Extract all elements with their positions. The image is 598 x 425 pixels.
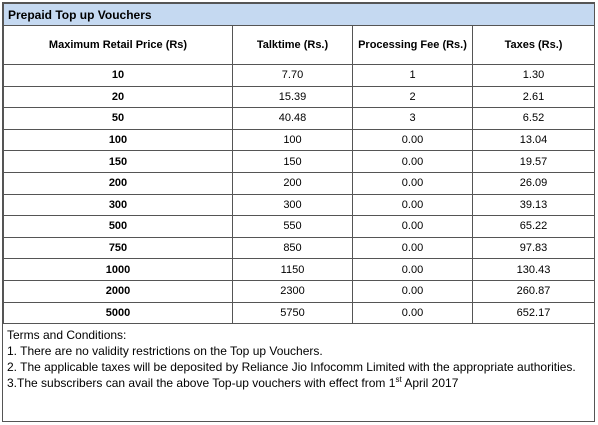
table-row — [4, 86, 595, 108]
terms-item-2: 2. The applicable taxes will be deposited by Reliance Jio Infocomm Limited with the appropriate authorities. — [7, 360, 576, 375]
cell-mrp: 500 — [4, 216, 233, 238]
cell-taxes: 65.22 — [473, 216, 595, 238]
cell-mrp: 20 — [4, 86, 233, 108]
terms-heading: Terms and Conditions: — [7, 328, 127, 343]
table-row — [4, 129, 595, 151]
cell-taxes: 1.30 — [473, 65, 595, 87]
cell-mrp: 2000 — [4, 280, 233, 302]
terms-item-3-text: 3.The subscribers can avail the above Top-up vouchers with effect from 1 — [7, 376, 396, 391]
cell-processing-fee: 0.00 — [353, 129, 473, 151]
cell-taxes: 6.52 — [473, 108, 595, 130]
terms-item-1: 1. There are no validity restrictions on the Top up Vouchers. — [7, 344, 323, 359]
table-row — [4, 302, 595, 324]
column-header-taxes: Taxes (Rs.) — [473, 26, 595, 65]
terms-item-3-ordinal: st — [395, 375, 402, 385]
cell-talktime: 100 — [233, 129, 353, 151]
cell-talktime: 15.39 — [233, 86, 353, 108]
cell-processing-fee: 0.00 — [353, 194, 473, 216]
cell-talktime: 550 — [233, 216, 353, 238]
cell-mrp: 100 — [4, 129, 233, 151]
cell-processing-fee: 0.00 — [353, 151, 473, 173]
cell-processing-fee: 0.00 — [353, 280, 473, 302]
cell-processing-fee: 1 — [353, 65, 473, 87]
cell-mrp: 750 — [4, 237, 233, 259]
table-row — [4, 108, 595, 130]
cell-mrp: 10 — [4, 65, 233, 87]
cell-taxes: 2.61 — [473, 86, 595, 108]
cell-processing-fee: 0.00 — [353, 172, 473, 194]
cell-talktime: 2300 — [233, 280, 353, 302]
table-row — [4, 172, 595, 194]
cell-mrp: 150 — [4, 151, 233, 173]
cell-talktime: 1150 — [233, 259, 353, 281]
cell-processing-fee: 0.00 — [353, 237, 473, 259]
cell-taxes: 39.13 — [473, 194, 595, 216]
cell-taxes: 97.83 — [473, 237, 595, 259]
cell-talktime: 150 — [233, 151, 353, 173]
table-row — [4, 259, 595, 281]
table-row — [4, 237, 595, 259]
cell-talktime: 200 — [233, 172, 353, 194]
cell-talktime: 7.70 — [233, 65, 353, 87]
table-row — [4, 65, 595, 87]
column-header-mrp: Maximum Retail Price (Rs) — [4, 26, 233, 65]
terms-section — [3, 324, 594, 394]
terms-item-3-date: April 2017 — [401, 376, 459, 391]
cell-mrp: 200 — [4, 172, 233, 194]
cell-processing-fee: 0.00 — [353, 302, 473, 324]
cell-processing-fee: 3 — [353, 108, 473, 130]
table-row — [4, 151, 595, 173]
cell-taxes: 26.09 — [473, 172, 595, 194]
table-title: Prepaid Top up Vouchers — [4, 4, 595, 26]
cell-talktime: 40.48 — [233, 108, 353, 130]
table-row — [4, 194, 595, 216]
cell-talktime: 300 — [233, 194, 353, 216]
voucher-table — [3, 3, 595, 324]
cell-mrp: 300 — [4, 194, 233, 216]
cell-taxes: 260.87 — [473, 280, 595, 302]
cell-processing-fee: 0.00 — [353, 259, 473, 281]
terms-item-3 — [7, 375, 590, 391]
cell-talktime: 850 — [233, 237, 353, 259]
cell-mrp: 5000 — [4, 302, 233, 324]
cell-talktime: 5750 — [233, 302, 353, 324]
voucher-document — [2, 2, 595, 422]
cell-taxes: 19.57 — [473, 151, 595, 173]
cell-taxes: 652.17 — [473, 302, 595, 324]
table-body — [4, 65, 595, 324]
column-header-processing-fee: Processing Fee (Rs.) — [353, 26, 473, 65]
cell-processing-fee: 0.00 — [353, 216, 473, 238]
table-row — [4, 280, 595, 302]
cell-mrp: 50 — [4, 108, 233, 130]
column-header-talktime: Talktime (Rs.) — [233, 26, 353, 65]
table-row — [4, 216, 595, 238]
cell-taxes: 13.04 — [473, 129, 595, 151]
cell-mrp: 1000 — [4, 259, 233, 281]
cell-taxes: 130.43 — [473, 259, 595, 281]
header-row — [4, 26, 595, 65]
title-row — [4, 4, 595, 26]
cell-processing-fee: 2 — [353, 86, 473, 108]
